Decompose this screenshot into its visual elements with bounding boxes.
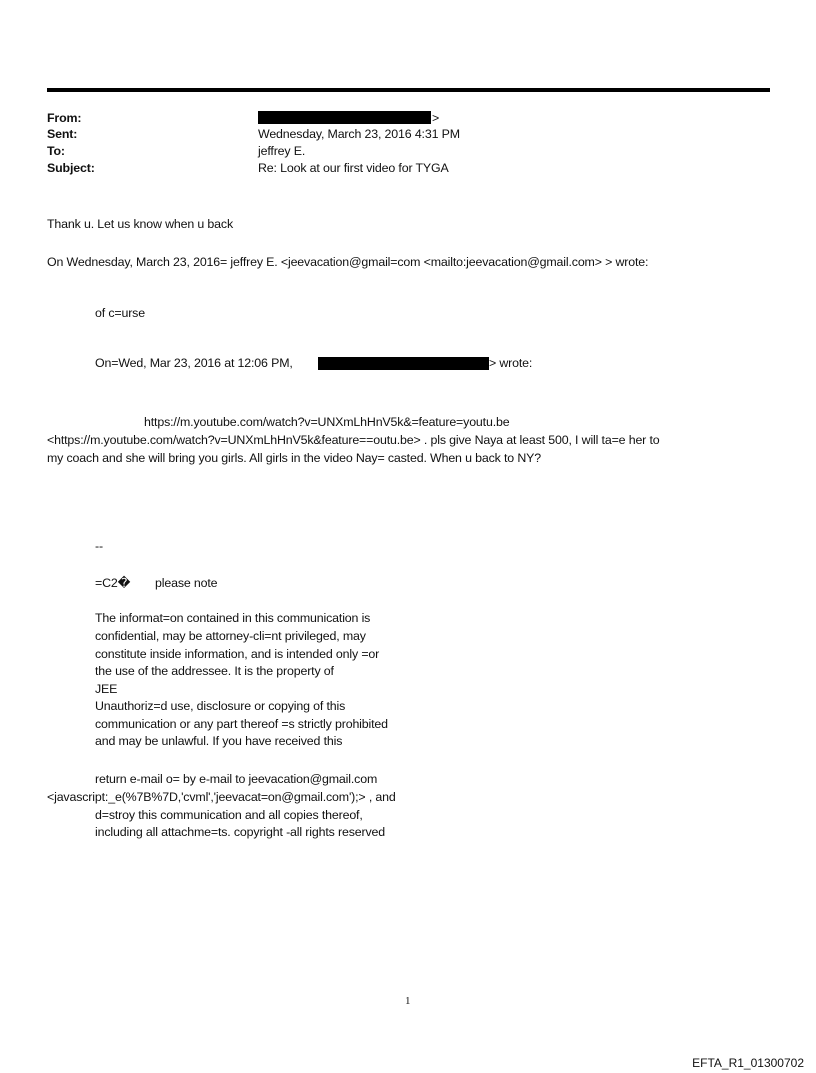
disclaimer-line: the use of the addressee. It is the property of	[95, 664, 334, 678]
reply-text: Thank u. Let us know when u back	[47, 217, 233, 231]
page-number: 1	[405, 995, 411, 1007]
redaction-box	[258, 111, 431, 124]
disclaimer-line: confidential, may be attorney-cli=nt privileged, may	[95, 629, 366, 643]
from-suffix: >	[432, 111, 440, 125]
from-label: From:	[47, 111, 82, 125]
quote2-line: https://m.youtube.com/watch?v=UNXmLhHnV5k&=feature=youtu.be	[144, 415, 510, 429]
quote2-line: <https://m.youtube.com/watch?v=UNXmLhHnV5k&feature==outu.be> . pls give Naya at least 500, I will ta=e her to	[47, 433, 660, 447]
subject-label: Subject:	[47, 161, 95, 175]
disclaimer-line: communication or any part thereof =s strictly prohibited	[95, 717, 388, 731]
disclaimer-line: and may be unlawful. If you have received this	[95, 734, 343, 748]
disclaimer-line: including all attachme=ts. copyright -all rights reserved	[95, 825, 385, 839]
header-rule	[47, 88, 770, 92]
subject-value: Re: Look at our first video for TYGA	[258, 161, 449, 175]
disclaimer-line: d=stroy this communication and all copies thereof,	[95, 808, 363, 822]
signature-note-prefix: =C2�	[95, 576, 131, 590]
disclaimer-line: The informat=on contained in this communication is	[95, 611, 371, 625]
disclaimer-line: <javascript:_e(%7B%7D,'cvml','jeevacat=on@gmail.com');> , and	[47, 790, 396, 804]
to-value: jeffrey E.	[258, 144, 306, 158]
signature-dash: --	[95, 539, 103, 553]
disclaimer-line: Unauthoriz=d use, disclosure or copying of this	[95, 699, 346, 713]
quote1-header: On Wednesday, March 23, 2016= jeffrey E. <jeevacation@gmail=com <mailto:jeevacation@gmail.com> > wrote:	[47, 255, 649, 269]
disclaimer-line: constitute inside information, and is intended only =or	[95, 647, 380, 661]
signature-note: please note	[155, 576, 218, 590]
disclaimer-line: JEE	[95, 682, 118, 696]
disclaimer-line: return e-mail o= by e-mail to jeevacation@gmail.com	[95, 772, 378, 786]
quote2-header-suffix: > wrote:	[489, 356, 533, 370]
sent-label: Sent:	[47, 127, 78, 141]
quote1-text: of c=urse	[95, 306, 145, 320]
quote2-header-prefix: On=Wed, Mar 23, 2016 at 12:06 PM,	[95, 356, 293, 370]
document-id: EFTA_R1_01300702	[692, 1056, 804, 1070]
sent-value: Wednesday, March 23, 2016 4:31 PM	[258, 127, 460, 141]
redaction-box	[318, 357, 489, 370]
quote2-line: my coach and she will bring you girls. All girls in the video Nay= casted. When u back to NY?	[47, 451, 541, 465]
to-label: To:	[47, 144, 65, 158]
